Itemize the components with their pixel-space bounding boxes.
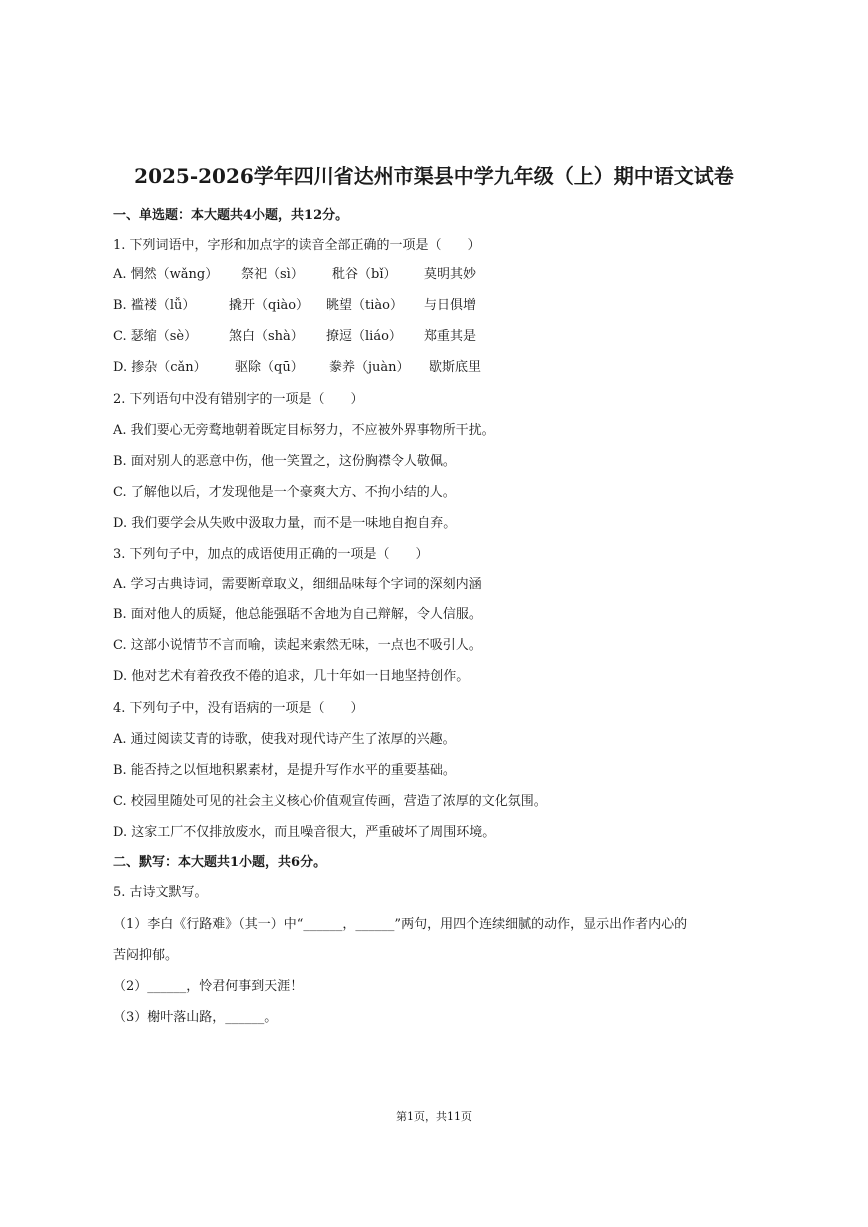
option-cell: 秕谷（bǐ） [332, 267, 397, 282]
question-4-option-d: D. 这家工厂不仅排放废水，而且噪音很大，严重破坏了周围环境。 [113, 825, 496, 840]
question-3-option-d: D. 他对艺术有着孜孜不倦的追求，几十年如一日地坚持创作。 [113, 669, 470, 684]
option-cell: B. 褴褛（lǚ） [113, 298, 196, 313]
option-cell: 与日俱增 [424, 298, 477, 313]
question-3-option-a: A. 学习古典诗词，需要断章取义，细细品味每个字词的深刻内涵 [113, 577, 482, 592]
question-4-option-a: A. 通过阅读艾青的诗歌，使我对现代诗产生了浓厚的兴趣。 [113, 732, 456, 747]
option-cell: 莫明其妙 [424, 267, 477, 282]
option-cell: 歇斯底里 [429, 360, 482, 375]
question-5-part-1: （1）李白《行路难》（其一）中“______，______”两句，用四个连续细腻的动作，显示出作者内心的 [113, 917, 688, 932]
option-cell: 豢养（juàn） [329, 360, 410, 375]
option-cell: 煞白（shà） [229, 329, 304, 344]
section-heading-single-choice: 一、单选题：本大题共4小题，共12分。 [113, 208, 349, 223]
question-5-stem: 5. 古诗文默写。 [113, 885, 208, 900]
question-3-stem: 3. 下列句子中，加点的成语使用正确的一项是（ ） [113, 547, 429, 562]
question-2-option-a: A. 我们要心无旁鹜地朝着既定目标努力，不应被外界事物所干扰。 [113, 423, 495, 438]
question-2-option-c: C. 了解他以后，才发现他是一个豪爽大方、不拘小结的人。 [113, 485, 456, 500]
option-cell: 撩逗（liáo） [326, 329, 402, 344]
question-1-stem: 1. 下列词语中，字形和加点字的读音全部正确的一项是（ ） [113, 238, 481, 253]
exam-title: 2025-2026学年四川省达州市渠县中学九年级（上）期中语文试卷 [134, 164, 734, 188]
option-cell: 郑重其是 [424, 329, 477, 344]
option-cell: 眺望（tiào） [326, 298, 403, 313]
option-cell: A. 惘然（wǎng） [113, 267, 219, 282]
page-number-footer: 第1页，共11页 [396, 1110, 472, 1123]
question-5-part-3: （3）榭叶落山路，______。 [113, 1010, 278, 1025]
question-4-option-b: B. 能否持之以恒地积累素材，是提升写作水平的重要基础。 [113, 763, 456, 778]
question-2-stem: 2. 下列语句中没有错别字的一项是（ ） [113, 392, 364, 407]
question-4-stem: 4. 下列句子中，没有语病的一项是（ ） [113, 701, 364, 716]
option-cell: 撬开（qiào） [229, 298, 310, 313]
question-5-part-1-continued: 苦闷抑郁。 [113, 948, 179, 963]
question-5-part-2: （2）______，怜君何事到天涯！ [113, 979, 304, 994]
question-3-option-c: C. 这部小说情节不言而喻，读起来索然无味，一点也不吸引人。 [113, 638, 482, 653]
question-2-option-b: B. 面对别人的恶意中伤，他一笑置之，这份胸襟令人敬佩。 [113, 454, 456, 469]
option-cell: 驱除（qū） [235, 360, 304, 375]
option-cell: 祭祀（sì） [241, 267, 304, 282]
option-cell: D. 掺杂（cǎn） [113, 360, 207, 375]
option-cell: C. 瑟缩（sè） [113, 329, 198, 344]
question-3-option-b: B. 面对他人的质疑，他总能强聒不舍地为自己辩解，令人信服。 [113, 607, 482, 622]
question-2-option-d: D. 我们要学会从失败中汲取力量，而不是一味地自抱自弃。 [113, 516, 457, 531]
question-4-option-c: C. 校园里随处可见的社会主义核心价值观宣传画，营造了浓厚的文化氛围。 [113, 794, 547, 809]
section-heading-dictation: 二、默写：本大题共1小题，共6分。 [113, 855, 327, 870]
